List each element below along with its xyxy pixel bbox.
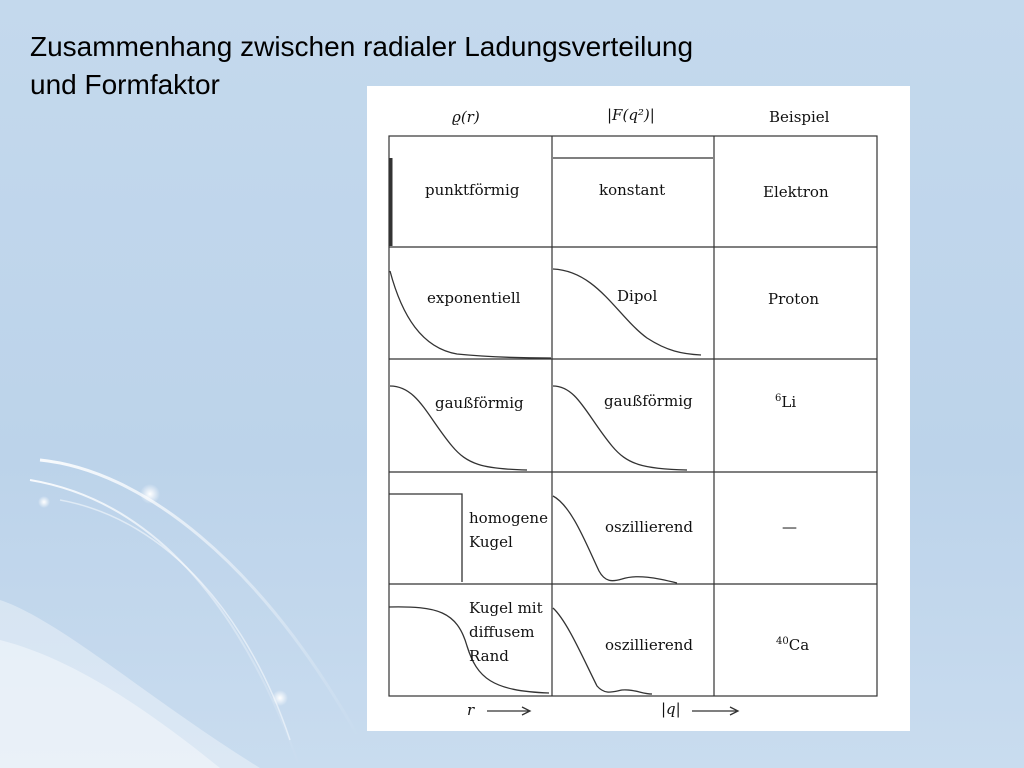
row2-formfactor: Dipol	[617, 287, 658, 305]
row3-example	[775, 393, 796, 411]
row2-distribution: exponentiell	[427, 289, 521, 307]
formfactor-table-figure	[367, 86, 910, 731]
row1-formfactor: konstant	[599, 181, 666, 199]
row3-example-element: Li	[781, 393, 797, 411]
homogeneous-sphere-curve	[389, 494, 462, 582]
row5-distribution	[469, 596, 543, 668]
header-example: Beispiel	[769, 108, 830, 126]
row5-distribution-line-1: Kugel mit	[469, 599, 543, 617]
table-frame	[389, 136, 877, 696]
row4-example: —	[782, 518, 797, 536]
row1-distribution: punktförmig	[425, 181, 520, 199]
row4-distribution-line-2: Kugel	[469, 533, 513, 551]
header-rho: ϱ(r)	[452, 108, 480, 126]
row3-distribution: gaußförmig	[435, 394, 524, 412]
row5-example	[776, 636, 809, 654]
slide-title-line-2: und Formfaktor	[30, 69, 220, 100]
exponential-curve	[390, 271, 551, 358]
header-formfactor: |F(q²)|	[607, 106, 655, 124]
curves	[389, 158, 738, 715]
row2-example: Proton	[768, 290, 820, 308]
row4-distribution	[469, 506, 548, 554]
axis-r-label: r	[467, 701, 475, 719]
row5-distribution-line-2: diffusem	[469, 623, 535, 641]
row5-example-mass-number: 40	[776, 636, 789, 647]
row1-example: Elektron	[763, 183, 829, 201]
row3-example-mass-number: 6	[775, 393, 782, 404]
row5-formfactor: oszillierend	[605, 636, 694, 654]
row4-formfactor: oszillierend	[605, 518, 694, 536]
row5-example-element: Ca	[788, 636, 810, 654]
row5-distribution-line-3: Rand	[469, 647, 509, 665]
slide-title-line-1: Zusammenhang zwischen radialer Ladungsverteilung	[30, 31, 694, 62]
axis-q-label: |q|	[661, 700, 681, 718]
dipole-curve	[553, 269, 701, 355]
oscillating-curve-1	[553, 496, 677, 583]
row3-formfactor: gaußförmig	[604, 392, 693, 410]
row4-distribution-line-1: homogene	[469, 509, 548, 527]
